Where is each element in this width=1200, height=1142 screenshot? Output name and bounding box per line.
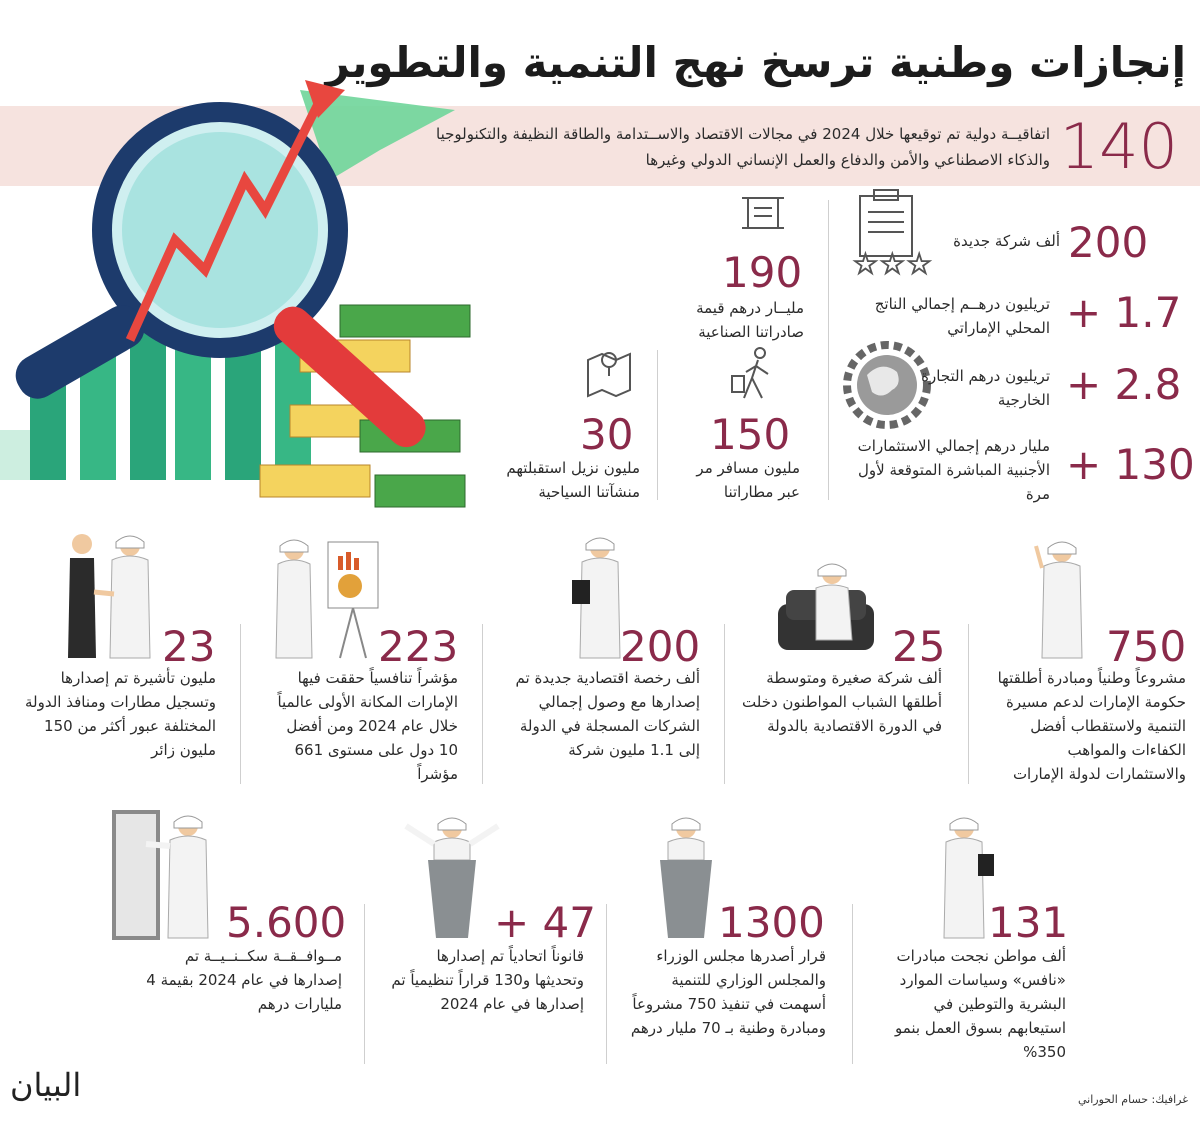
svg-text:☆☆☆: ☆☆☆ bbox=[852, 247, 933, 282]
row2-item-number: 25 bbox=[892, 622, 946, 671]
traveler-icon bbox=[728, 346, 778, 402]
divider bbox=[482, 624, 483, 784]
row3-item-label: قانوناً اتحادياً تم إصدارها وتحديثها و130 قراراً تنظيمياً تم إصدارها في عام 2024 bbox=[391, 947, 584, 1013]
row2-item-number: 223 bbox=[378, 622, 459, 671]
banner-text: اتفاقيــة دولية تم توقيعها خلال 2024 في مجالات الاقتصاد والاســتدامة والطاقة النظيفة والتكنولوجيا والذكاء الاصطناعي والأمن والدفاع والعمل الإنساني الدولي وغيرها bbox=[436, 125, 1050, 169]
stat-gdp-number: + 1.7 bbox=[1066, 288, 1182, 337]
divider bbox=[364, 904, 365, 1064]
stat-guests-number: 30 bbox=[580, 410, 634, 459]
row3-item-label: قرار أصدرها مجلس الوزراء والمجلس الوزاري للتنمية أسهمت في تنفيذ 750 مشروعاً ومبادرة وطنية بـ 70 مليار درهم bbox=[630, 947, 826, 1037]
door-businessman-icon bbox=[112, 810, 212, 942]
stat-companies-label: ألف شركة جديدة bbox=[953, 232, 1060, 250]
row2-item-number: 750 bbox=[1106, 622, 1187, 671]
handshake-icon bbox=[64, 532, 156, 662]
row2-item-label: مشروعاً وطنياً ومبادرة أطلقتها حكومة الإمارات لدعم مسيرة التنمية ولاستقطاب أفضل الكفاءات والمواهب والاستثمارات لدولة الإمارات bbox=[997, 669, 1186, 783]
banner-number: 140 bbox=[1059, 110, 1178, 183]
businessman-icon bbox=[1034, 538, 1090, 662]
row2-item-label: ألف رخصة اقتصادية جديدة تم إصدارها مع وصول إجمالي الشركات المسجلة في الدولة إلى 1.1 مليون شركة bbox=[515, 669, 700, 759]
stat-gdp-label: تريليون درهــم إجمالي الناتج المحلي الإماراتي bbox=[874, 295, 1050, 337]
divider bbox=[828, 200, 829, 500]
presentation-board-icon bbox=[276, 536, 382, 662]
row3-item-number: 131 bbox=[988, 898, 1069, 947]
scroll-icon bbox=[740, 192, 786, 234]
stat-guests-label: مليون نزيل استقبلتهم منشآتنا السياحية bbox=[506, 459, 640, 501]
podium-speaker-icon bbox=[400, 814, 504, 942]
row3-item-number: + 47 bbox=[494, 898, 596, 947]
stat-trade-label: تريليون درهم التجارة الخارجية bbox=[921, 367, 1050, 409]
row2-item-label: مؤشراً تنافسياً حققت فيها الإمارات المكانة الأولى عالمياً خلال عام 2024 ومن أفضل 10 دول على مستوى 661 مؤشراً bbox=[277, 669, 458, 783]
stat-fdi-label: مليار درهم إجمالي الاستثمارات الأجنبية المباشرة المتوقعة لأول مرة bbox=[857, 437, 1050, 503]
globe-gear-icon bbox=[842, 340, 932, 430]
stat-fdi-number: + 130 bbox=[1066, 440, 1195, 489]
row3-item-number: 5.600 bbox=[226, 898, 347, 947]
podium-speaker-icon bbox=[656, 814, 716, 942]
divider bbox=[240, 624, 241, 784]
divider bbox=[606, 904, 607, 1064]
divider bbox=[657, 350, 658, 500]
stat-trade-number: + 2.8 bbox=[1066, 360, 1182, 409]
map-pin-icon bbox=[586, 346, 632, 396]
row3-item-label: ألف مواطن نجحت مبادرات «نافس» وسياسات الموارد البشرية والتوطين في استيعابهم بسوق العمل بنمو 350% bbox=[894, 947, 1066, 1061]
row2-item-number: 200 bbox=[620, 622, 701, 671]
stat-companies-number: 200 bbox=[1068, 218, 1149, 267]
divider bbox=[852, 904, 853, 1064]
stat-travelers-number: 150 bbox=[710, 410, 791, 459]
publisher-logo: البيان bbox=[10, 1066, 82, 1104]
row2-item-label: مليون تأشيرة تم إصدارها وتسجيل مطارات ومنافذ الدولة المختلفة عبور أكثر من 150 مليون زائر bbox=[24, 669, 216, 759]
graphic-credit: غرافيك: حسام الحوراني bbox=[1078, 1093, 1188, 1106]
divider bbox=[968, 624, 969, 784]
stat-exports-number: 190 bbox=[722, 248, 803, 297]
sofa-businessman-icon bbox=[776, 560, 876, 664]
page-title: إنجازات وطنية ترسخ نهج التنمية والتطوير bbox=[325, 38, 1186, 87]
stat-travelers-label: مليون مسافر مر عبر مطاراتنا bbox=[696, 459, 800, 501]
row2-item-number: 23 bbox=[162, 622, 216, 671]
divider bbox=[724, 624, 725, 784]
stat-exports-label: مليــار درهم قيمة صادراتنا الصناعية bbox=[696, 299, 804, 341]
row2-item-label: ألف شركة صغيرة ومتوسطة أطلقها الشباب المواطنون دخلت في الدورة الاقتصادية بالدولة bbox=[742, 669, 942, 735]
row3-item-number: 1300 bbox=[718, 898, 825, 947]
magnifier-chart-icon bbox=[0, 60, 480, 520]
row3-item-label: مــوافــقــة سكــنــيــة تم إصدارها في عام 2024 بقيمة 4 مليارات درهم bbox=[146, 947, 342, 1013]
